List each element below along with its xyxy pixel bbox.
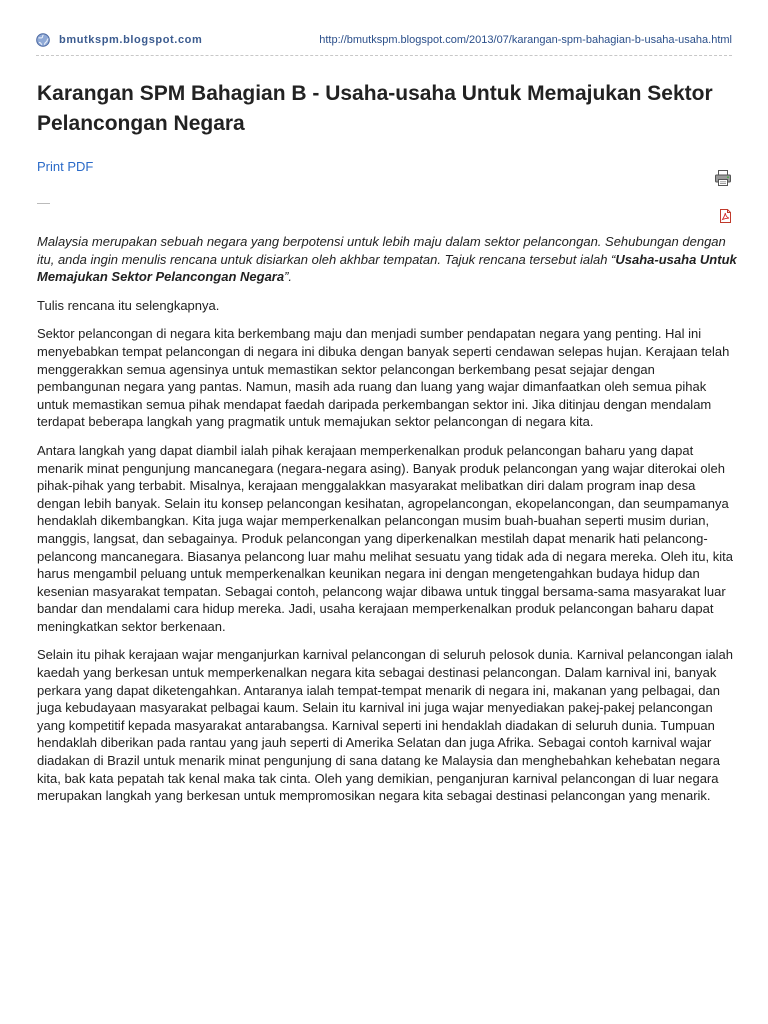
site-identity[interactable] (36, 33, 202, 47)
intro-paragraph (37, 233, 737, 286)
small-divider (37, 203, 50, 204)
article-body (37, 233, 737, 816)
globe-icon (36, 33, 50, 47)
site-name: bmutkspm.blogspot.com (59, 34, 203, 46)
body-paragraph: Selain itu pihak kerajaan wajar menganjurkan karnival pelancongan di seluruh pelosok dunia. Karnival pelancongan ialah kaedah yang berkesan untuk memperkenalkan negara kita sebagai destinasi pelancongan. Dalam karnival ini, banyak perkara yang dapat diketengahkan. Antaranya ialah tempat-tempat menarik di negara ini, makanan yang pelbagai, dan juga kebudayaan masyarakat pelbagai kaum. Selain itu karnival ini juga wajar menyediakan pakej-pakej pelancongan yang kompetitif kepada masyarakat antarabangsa. Karnival seperti ini hendaklah diadakan di seluruh dunia. Tumpuan hendaklah diberikan pada rantau yang jauh seperti di Amerika Selatan dan juga Afrika. Sebagai contoh karnival wajar diadakan di Brazil untuk menarik minat pengunjung di sana datang ke Malaysia dan menghebahkan kehebatan negara kita, bak kata pepatah tak kenal maka tak cinta. Oleh yang demikian, penganjuran karnival pelancongan di luar negara merupakan langkah yang berkesan untuk mempromosikan negara kita sebagai destinasi pelancongan yang menarik. (37, 647, 733, 804)
header-divider (36, 55, 732, 56)
print-pdf-link[interactable]: Print PDF (37, 159, 94, 174)
source-header (36, 31, 732, 55)
body-paragraph: Sektor pelancongan di negara kita berkembang maju dan menjadi sumber pendapatan negara yang penting. Hal ini menyebabkan tempat pelancongan di negara ini dibuka dengan banyak seperti cendawan selepas hujan. Kerajaan telah menggerakkan semua agensinya untuk memastikan sektor pelancongan berkembang pesat sejajar dengan pembangunan negara yang pantas. Namun, masih ada ruang dan luang yang wajar dimanfaatkan oleh semua pihak untuk memastikan semua pihak mendapat faedah daripada perkembangan sektor ini. Jika ditinjau dengan mendalam terdapat beberapa langkah yang pragmatik untuk memajukan sektor pelancongan di negara kita. (37, 326, 730, 430)
body-paragraph: Antara langkah yang dapat diambil ialah pihak kerajaan memperkenalkan produk pelancongan baharu yang dapat menarik minat pengunjung mancanegara (negara-negara asing). Banyak produk pelancongan yang wajar diterokai oleh pihak-pihak yang terbabit. Misalnya, kerajaan menggalakkan masyarakat melibatkan diri dalam program inap desa dengan lebih banyak. Selain itu konsep pelancongan kesihatan, agropelancongan, ekopelancongan, dan seumpamanya hendaklah dikembangkan. Kita juga wajar memperkenalkan pelancongan musim buah-buahan seperti musim durian, manggis, langsat, dan sebagainya. Produk pelancongan yang diperkenalkan mestilah dapat menarik hati pelancong-pelancong mancanegara. Biasanya pelancong luar mahu melihat sesuatu yang tidak ada di negara mereka. Oleh itu, kita harus mengambil peluang untuk memperkenalkan keunikan negara ini dengan mengetengahkan budaya hidup dan kesenian masyarakat tempatan. Sebagai contoh, pelancong wajar dibawa untuk tinggal bersama-sama masyarakat luar bandar dan mendalami cara hidup mereka. Jadi, usaha kerajaan memperkenalkan produk pelancongan baharu dapat meningkatkan sektor berkenaan. (37, 442, 733, 634)
pdf-icon[interactable] (719, 209, 732, 223)
intro-text-end: ”. (284, 269, 293, 285)
intro-text-start: Malaysia merupakan sebuah negara yang berpotensi untuk lebih maju dalam sektor pelancongan. Sehubungan dengan itu, anda ingin menulis rencana untuk disiarkan oleh akhbar tempatan. Tajuk rencana tersebut ialah “ (37, 234, 726, 267)
instruction-paragraph: Tulis rencana itu selengkapnya. (37, 297, 220, 313)
article-title: Karangan SPM Bahagian B - Usaha-usaha Untuk Memajukan Sektor Pelancongan Negara (37, 82, 713, 135)
printer-icon[interactable] (714, 169, 732, 187)
source-url-link[interactable]: http://bmutkspm.blogspot.com/2013/07/karangan-spm-bahagian-b-usaha-usaha.html (319, 34, 732, 46)
intro-topic-title: Usaha-usaha Untuk Memajukan Sektor Pelancongan Negara (37, 251, 737, 285)
